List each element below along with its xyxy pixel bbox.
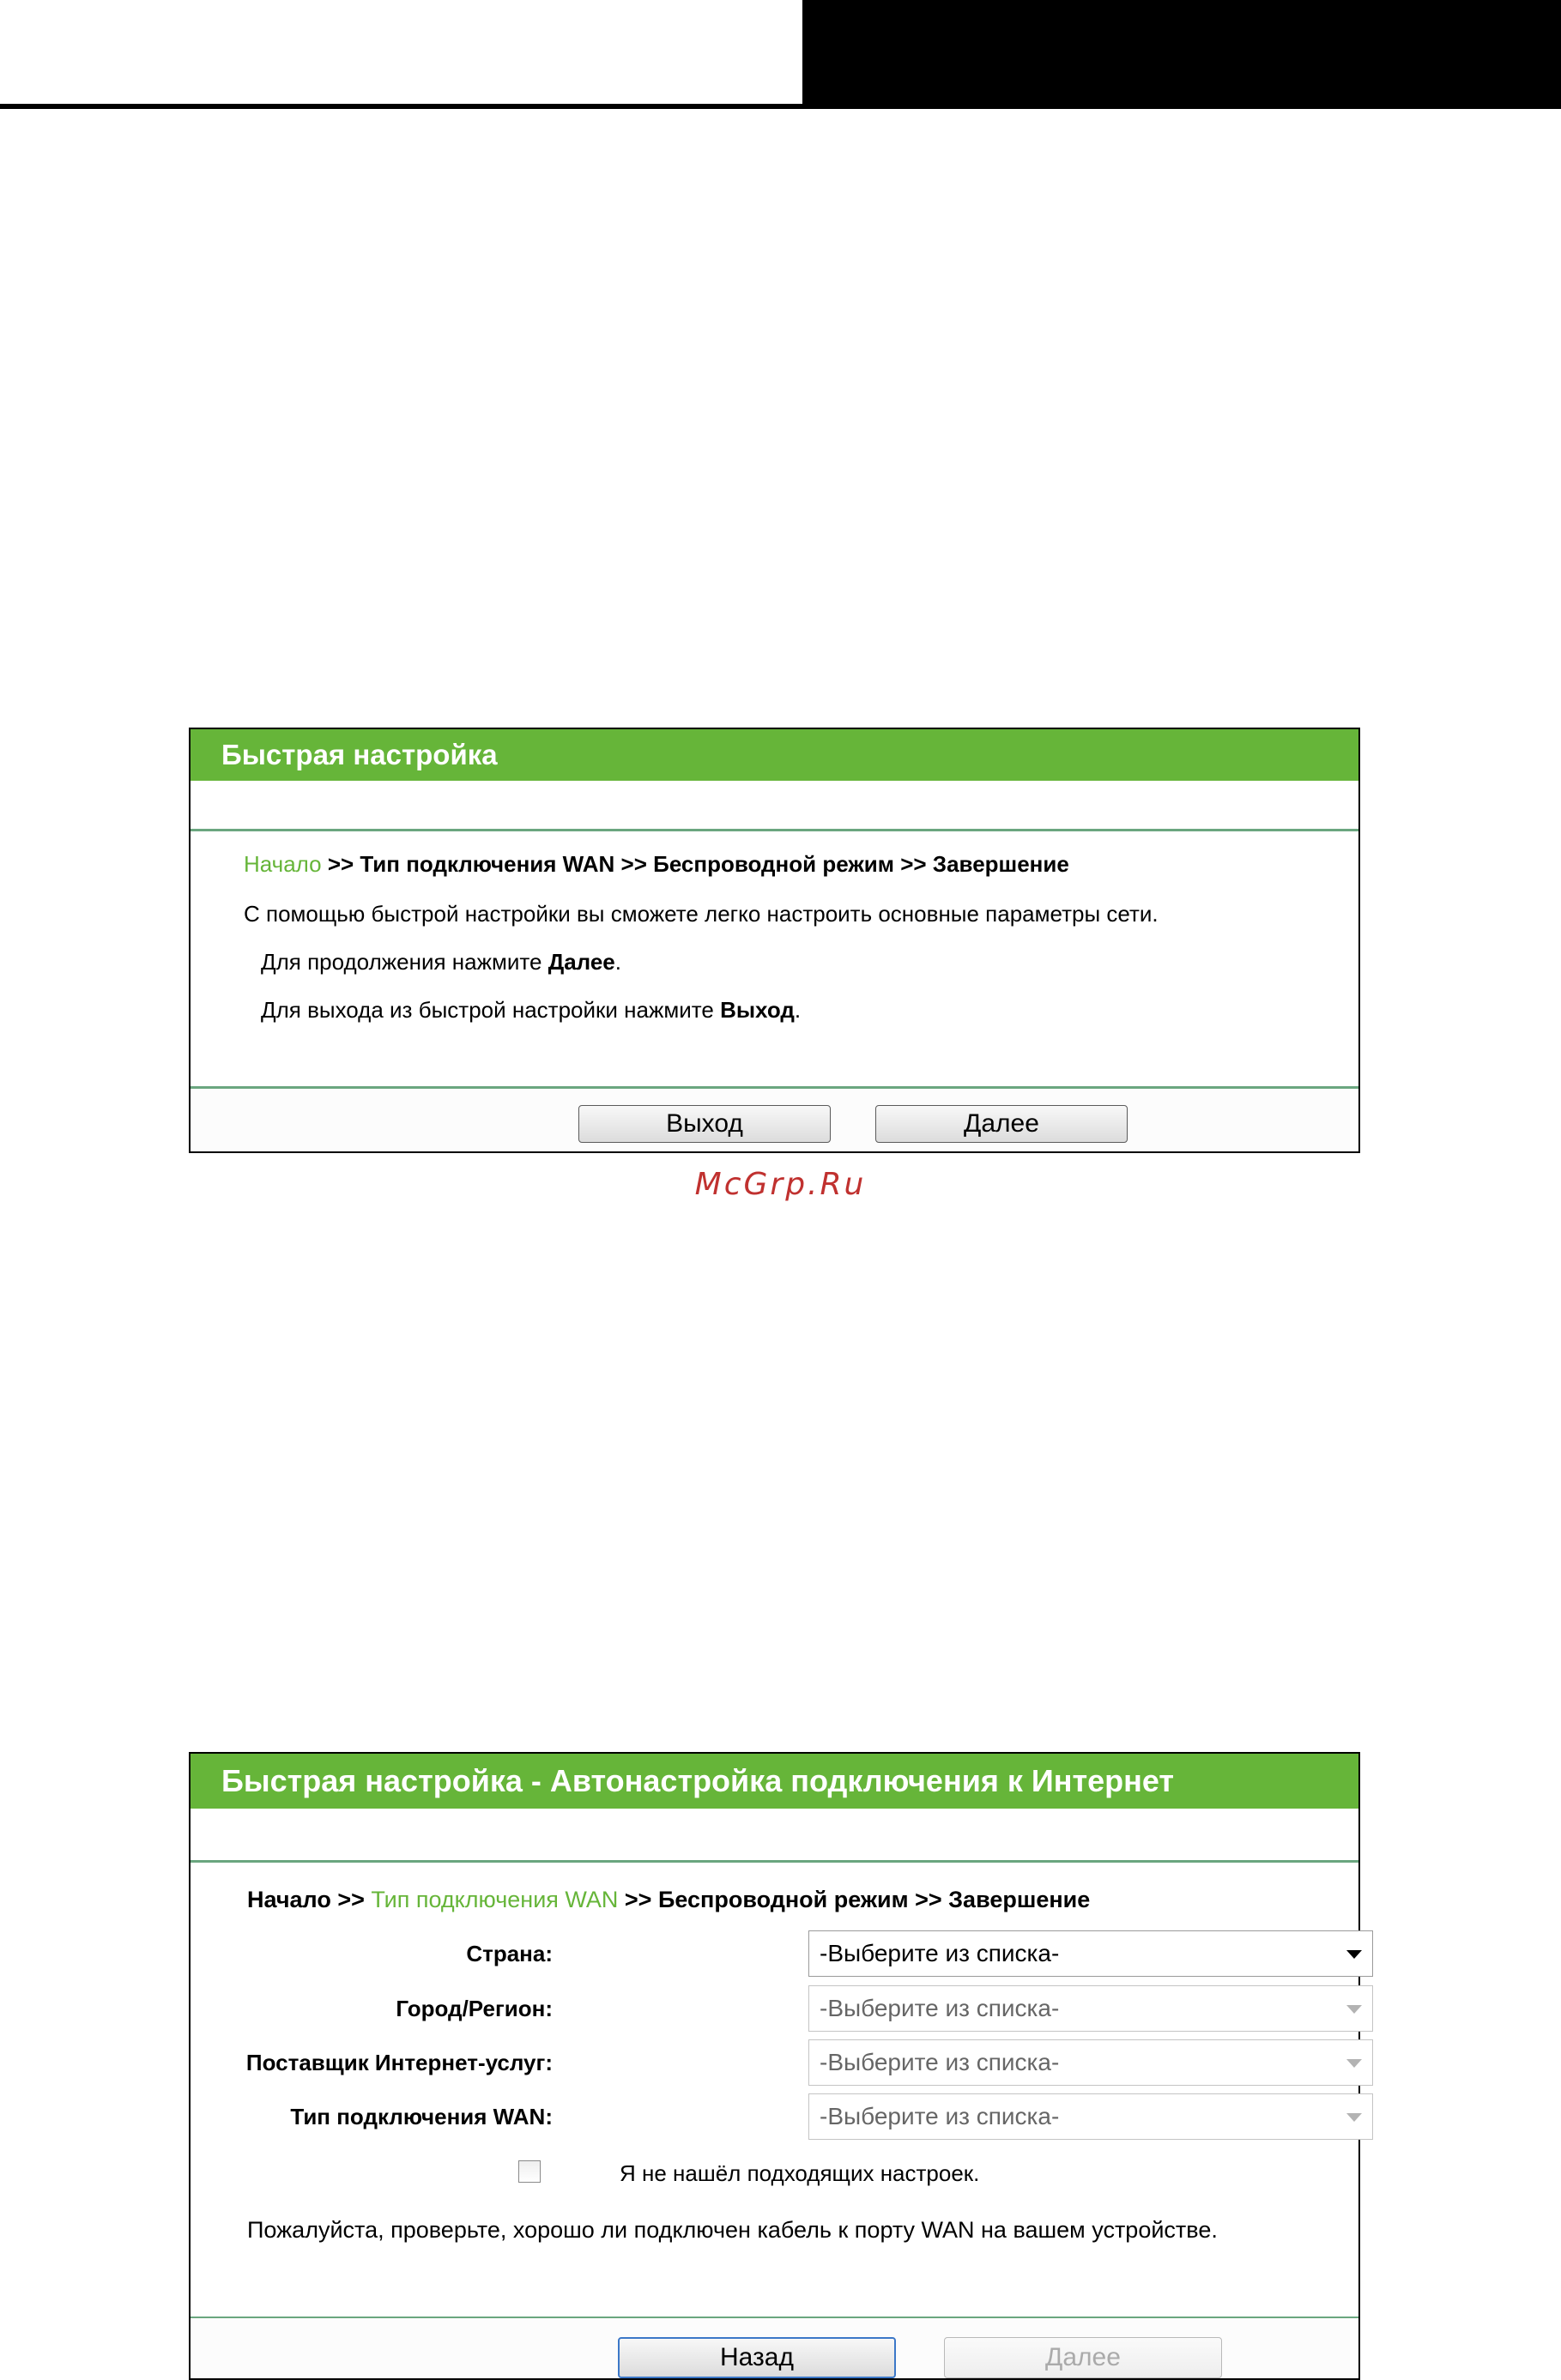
breadcrumb-rest: >> Тип подключения WAN >> Беспроводной режим >> Завершение	[321, 851, 1069, 877]
country-label: Страна:	[466, 1941, 553, 1966]
dropdown-arrow-icon	[1346, 2059, 1362, 2068]
header-black-block	[802, 0, 1561, 109]
exit-button[interactable]: Выход	[578, 1105, 831, 1143]
title-divider	[191, 829, 1358, 831]
quick-setup-start-panel	[189, 728, 1360, 1153]
title-divider	[191, 1860, 1358, 1863]
breadcrumb	[244, 851, 1069, 878]
breadcrumb-rest: >> Беспроводной режим >> Завершение	[618, 1887, 1091, 1912]
panel-title: Быстрая настройка - Автонастройка подключения к Интернет	[191, 1754, 1358, 1809]
country-select[interactable]	[808, 1930, 1373, 1977]
back-button[interactable]: Назад	[618, 2337, 896, 2378]
isp-select[interactable]	[808, 2039, 1373, 2086]
exit-hint: Для выхода из быстрой настройки нажмите Выход.	[261, 997, 802, 1023]
dropdown-arrow-icon	[1346, 1950, 1362, 1959]
country-select-value: -Выберите из списка-	[820, 1940, 1060, 1966]
city-select[interactable]	[808, 1985, 1373, 2032]
next-button[interactable]: Далее	[875, 1105, 1128, 1143]
watermark-text: McGrp.Ru	[694, 1167, 867, 1202]
dropdown-arrow-icon	[1346, 2005, 1362, 2014]
quick-setup-autoconfig-panel	[189, 1752, 1360, 2380]
city-label: Город/Регион:	[396, 1996, 553, 2021]
no-settings-label: Я не нашёл подходящих настроек.	[620, 2160, 980, 2186]
header-rule	[0, 104, 802, 109]
no-settings-checkbox[interactable]	[518, 2160, 541, 2183]
button-divider	[191, 1086, 1358, 1089]
cable-note: Пожалуйста, проверьте, хорошо ли подключен кабель к порту WAN на вашем устройстве.	[247, 2217, 1218, 2243]
isp-select-value: -Выберите из списка-	[820, 2049, 1060, 2075]
wan-type-select[interactable]	[808, 2093, 1373, 2140]
breadcrumb-start: Начало >>	[247, 1887, 372, 1912]
isp-label: Поставщик Интернет-услуг:	[245, 2050, 553, 2075]
dropdown-arrow-icon	[1346, 2113, 1362, 2122]
intro-text: С помощью быстрой настройки вы сможете легко настроить основные параметры сети.	[244, 901, 1159, 927]
continue-hint: Для продолжения нажмите Далее.	[261, 949, 621, 975]
wan-type-label: Тип подключения WAN:	[290, 2104, 553, 2129]
breadcrumb-current-step: Тип подключения WAN	[371, 1887, 619, 1912]
breadcrumb	[247, 1887, 1090, 1913]
city-select-value: -Выберите из списка-	[820, 1995, 1060, 2021]
next-button: Далее	[944, 2337, 1222, 2378]
breadcrumb-current-step: Начало	[244, 851, 322, 877]
panel-title: Быстрая настройка	[191, 729, 1358, 781]
wan-type-select-value: -Выберите из списка-	[820, 2103, 1060, 2129]
